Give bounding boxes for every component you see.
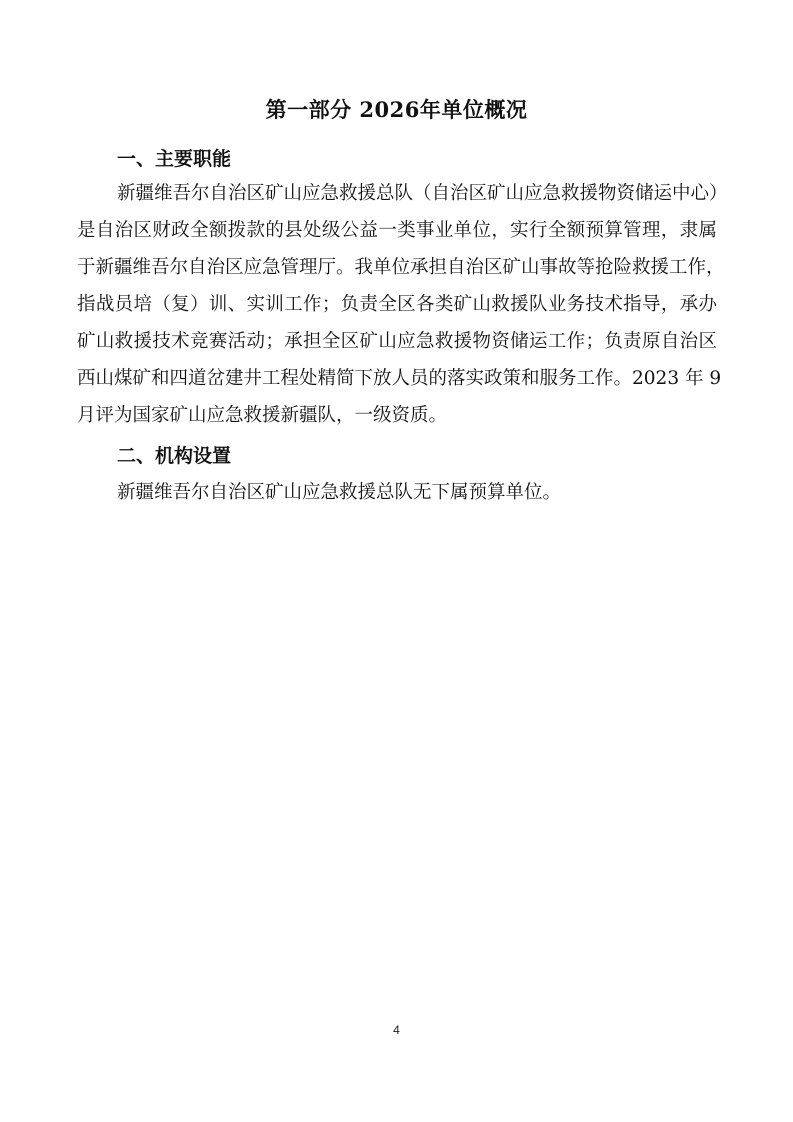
paragraph-line: 矿山救援技术竞赛活动；承担全区矿山应急救援物资储运工作；负责原自治区 (77, 331, 717, 352)
paragraph-line: 新疆维吾尔自治区矿山应急救援总队（自治区矿山应急救援物资储运中心） (117, 183, 728, 204)
paragraph-line: 西山煤矿和四道岔建井工程处精简下放人员的落实政策和服务工作。2023 年 9 (77, 368, 722, 389)
section-heading-main-functions: 一、主要职能 (117, 148, 232, 170)
page-number: 4 (393, 1023, 400, 1037)
paragraph-line: 于新疆维吾尔自治区应急管理厅。我单位承担自治区矿山事故等抢险救援工作， (77, 257, 725, 278)
page-title: 第一部分 2026年单位概况 (265, 97, 528, 122)
organization-paragraph (77, 474, 717, 511)
paragraph-line: 指战员培（复）训、实训工作；负责全区各类矿山救援队业务技术指导，承办 (77, 294, 717, 315)
paragraph-line: 新疆维吾尔自治区矿山应急救援总队无下属预算单位。 (117, 482, 562, 503)
paragraph-line: 是自治区财政全额拨款的县处级公益一类事业单位，实行全额预算管理，隶属 (77, 220, 717, 241)
main-functions-paragraph (77, 175, 728, 434)
paragraph-line: 月评为国家矿山应急救援新疆队，一级资质。 (77, 405, 448, 426)
section-heading-organization: 二、机构设置 (117, 445, 232, 467)
